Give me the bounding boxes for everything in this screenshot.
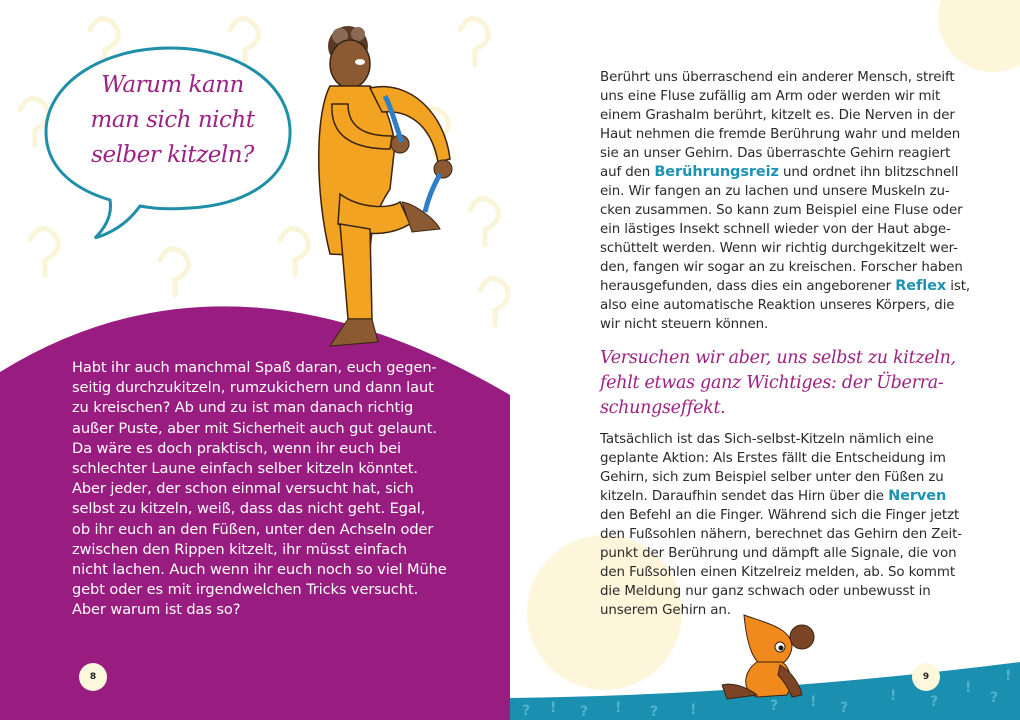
left-page-body-text — [72, 358, 447, 621]
text-line: zu kreischen? Ab und zu ist man danach richtig — [72, 399, 414, 417]
svg-text:!: ! — [810, 694, 817, 710]
text-line: den, fangen wir sogar an zu kreischen. Forscher haben — [600, 260, 963, 275]
speech-line: Warum kann — [101, 72, 244, 98]
text-line: den Fußsohlen einen Kitzelreiz melden, ab. So kommt — [600, 565, 955, 580]
svg-text:!: ! — [890, 688, 897, 704]
text-line: seitig durchzukitzeln, rumzukichern und dann laut — [72, 379, 434, 397]
svg-text:?: ? — [770, 698, 779, 714]
text-line: unserem Gehirn an. — [600, 603, 731, 618]
svg-text:!: ! — [690, 702, 697, 718]
keyword-beruehrungsreiz: Berührungsreiz — [654, 164, 779, 180]
handwritten-callout — [600, 346, 956, 421]
text-line: geplante Aktion: Als Erstes fällt die Entscheidung im — [600, 451, 946, 466]
keyword-reflex: Reflex — [895, 278, 947, 294]
text-line: den Befehl an die Finger. Während sich die Finger jetzt — [600, 508, 960, 523]
text-line: Da wäre es doch praktisch, wenn ihr euch bei — [72, 439, 401, 457]
text-line: die Meldung nur ganz schwach oder unbewusst in — [600, 584, 931, 599]
text-line: Aber warum ist das so? — [72, 601, 241, 619]
text-line: also eine automatische Reaktion unseres Körpers, die — [600, 298, 955, 313]
svg-text:?: ? — [840, 700, 849, 716]
text-line: ein. Wir fangen an zu lachen und unsere Muskeln zu- — [600, 184, 950, 199]
svg-text:?: ? — [930, 694, 939, 710]
callout-line: fehlt etwas ganz Wichtiges: der Überra- — [600, 373, 944, 393]
text-line: den Fußsohlen nähern, berechnet das Gehirn den Zeit- — [600, 527, 962, 542]
right-page-paragraph-2 — [600, 430, 962, 620]
text-line: zwischen den Rippen kitzelt, ihr müsst einfach — [72, 540, 408, 558]
text-line: schlechter Laune einfach selber kitzeln könntet. — [72, 460, 418, 478]
text-line: wir nicht steuern können. — [600, 317, 769, 332]
keyword-nerven: Nerven — [888, 488, 947, 504]
svg-text:!: ! — [965, 680, 972, 696]
text-line: einem Grashalm berührt, kitzelt es. Die Nerven in der — [600, 108, 955, 123]
text-line: Tatsächlich ist das Sich-selbst-Kitzeln nämlich eine — [600, 432, 934, 447]
text-line: punkt der Berührung und dämpft alle Signale, die von — [600, 546, 957, 561]
text-line: außer Puste, aber mit Sicherheit auch gut gelaunt. — [72, 419, 437, 437]
text-line — [600, 163, 970, 182]
callout-line: Versuchen wir aber, uns selbst zu kitzeln, — [600, 348, 956, 368]
text-line: selbst zu kitzeln, weiß, dass das nicht geht. Egal, — [72, 500, 426, 518]
speech-line: man sich nicht — [90, 107, 255, 133]
text-line: uns eine Fluse zufällig am Arm oder werden wir mit — [600, 89, 941, 104]
text-line: schüttelt werden. Wenn wir richtig durchgekitzelt wer- — [600, 241, 958, 256]
text-line: Aber jeder, der schon einmal versucht hat, sich — [72, 480, 414, 498]
svg-text:!: ! — [1005, 668, 1012, 684]
mouse-character-illustration — [712, 607, 827, 702]
svg-text:!: ! — [550, 700, 557, 716]
svg-text:?: ? — [580, 704, 589, 720]
text-segment: kitzeln. Daraufhin sendet das Hirn über die — [600, 489, 889, 504]
text-segment: und ordnet ihn blitzschnell — [778, 165, 959, 180]
cream-circle-decoration — [938, 0, 1020, 72]
right-page-paragraph-1 — [600, 68, 970, 334]
speech-line: selber kitzeln? — [91, 142, 254, 168]
text-line: ein lästiges Insekt schnell wieder von der Haut abge- — [600, 222, 951, 237]
text-line: ob ihr euch an den Füßen, unter den Achseln oder — [72, 520, 434, 538]
text-line — [600, 487, 962, 506]
text-line: nicht lachen. Auch wenn ihr euch noch so viel Mühe — [72, 561, 447, 579]
speech-bubble-text — [80, 68, 265, 173]
callout-line: schungseffekt. — [600, 398, 726, 418]
text-line: Gehirn, sich zum Beispiel selber unter den Füßen zu — [600, 470, 944, 485]
text-line: gebt oder es mit irgendwelchen Tricks versucht. — [72, 581, 419, 599]
svg-text:?: ? — [990, 690, 999, 706]
text-line: Berührt uns überraschend ein anderer Mensch, streift — [600, 70, 955, 85]
text-line: sie an unser Gehirn. Das überraschte Gehirn reagiert — [600, 146, 951, 161]
tickling-boy-illustration — [300, 24, 470, 354]
page-number-right: 9 — [912, 663, 940, 691]
text-line — [600, 277, 970, 296]
svg-text:?: ? — [650, 704, 659, 720]
text-segment: auf den — [600, 165, 655, 180]
svg-text:?: ? — [522, 703, 531, 719]
text-line: cken zusammen. So kann zum Beispiel eine Fluse oder — [600, 203, 963, 218]
text-line: Haut nehmen die fremde Berührung wahr und melden — [600, 127, 961, 142]
text-line: Habt ihr auch manchmal Spaß daran, euch gegen- — [72, 359, 437, 376]
text-segment: herausgefunden, dass dies ein angeborener — [600, 279, 896, 294]
svg-text:!: ! — [615, 700, 622, 716]
text-segment: ist, — [946, 279, 971, 294]
page-number-left: 8 — [79, 663, 107, 691]
